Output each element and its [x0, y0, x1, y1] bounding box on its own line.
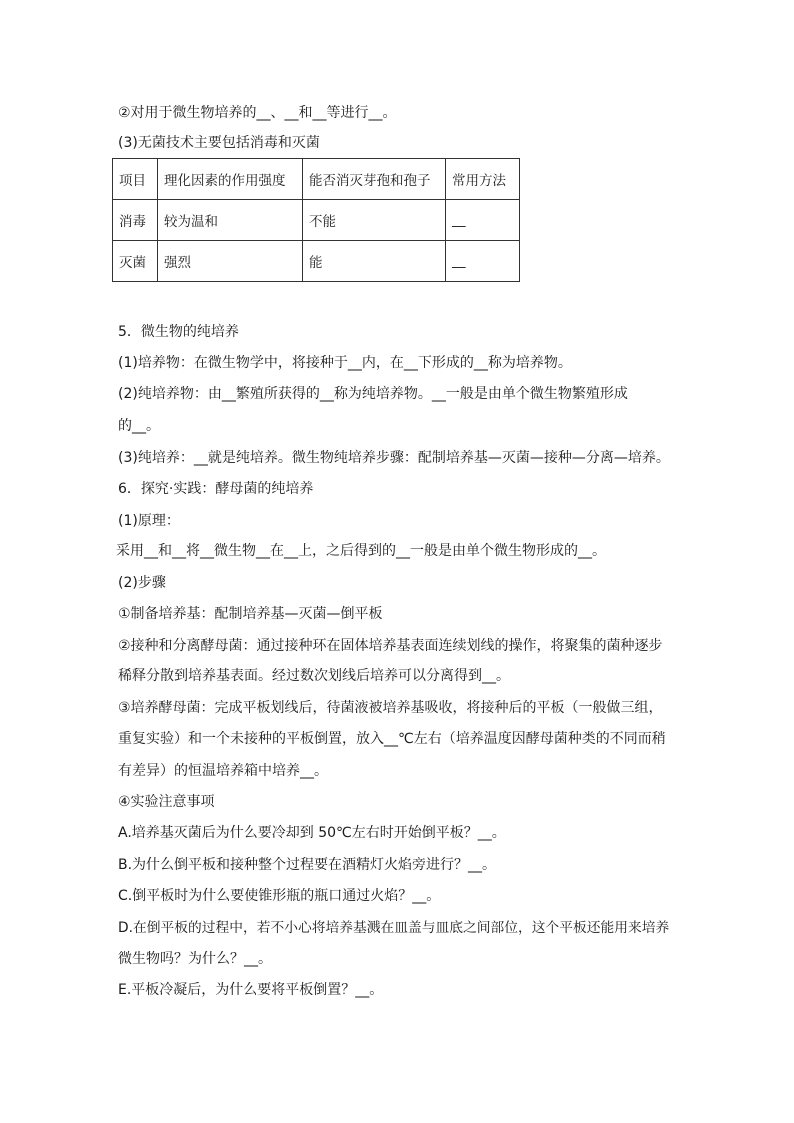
text-line: 有差异）的恒温培养箱中培养__。	[118, 763, 328, 779]
table-header-cell: 能否消灭芽孢和孢子	[303, 159, 446, 200]
table-header-cell: 理化因素的作用强度	[158, 159, 303, 200]
question-line: A.培养基灭菌后为什么要冷却到 50℃左右时开始倒平板？__。	[118, 825, 506, 841]
table-cell: 不能	[303, 200, 446, 241]
text-line: 稀释分散到培养基表面。经过数次划线后培养可以分离得到__。	[118, 668, 510, 684]
table-row	[113, 200, 520, 241]
question-line: B.为什么倒平板和接种整个过程要在酒精灯火焰旁进行？__。	[118, 857, 497, 873]
sterilization-table	[112, 158, 520, 282]
section-heading: 6．探究·实践：酵母菌的纯培养	[118, 481, 314, 497]
table-header-cell: 常用方法	[446, 159, 520, 200]
text-line: (3)无菌技术主要包括消毒和灭菌	[118, 135, 320, 151]
question-line: C.倒平板时为什么要使锥形瓶的瓶口通过火焰？__。	[118, 888, 441, 904]
text-line: (2)步骤	[118, 575, 166, 591]
text-line: (1)培养物：在微生物学中，将接种于__内，在__下形成的__称为培养物。	[118, 355, 572, 371]
table-cell: __	[446, 200, 520, 241]
text-line: ②接种和分离酵母菌：通过接种环在固体培养基表面连续划线的操作，将聚集的菌种逐步	[118, 638, 663, 654]
section-heading: 5．微生物的纯培养	[118, 324, 239, 340]
table-cell: 强烈	[158, 241, 303, 282]
text-line: 的__。	[118, 418, 160, 434]
text-line: 采用__和__将__微生物__在__上，之后得到的__一般是由单个微生物形成的__。	[116, 543, 606, 559]
table-cell: 较为温和	[158, 200, 303, 241]
text-line: ④实验注意事项	[118, 794, 215, 810]
table-cell: 能	[303, 241, 446, 282]
table-cell: 灭菌	[113, 241, 158, 282]
table-cell: 消毒	[113, 200, 158, 241]
text-line: ②对用于微生物培养的__、__和__等进行__。	[118, 105, 397, 121]
text-line: (2)纯培养物：由__繁殖所获得的__称为纯培养物。__一般是由单个微生物繁殖形成	[118, 386, 628, 402]
table-cell: __	[446, 241, 520, 282]
text-line: 重复实验）和一个未接种的平板倒置，放入__℃左右（培养温度因酵母菌种类的不同而稍	[118, 731, 666, 747]
text-line: (3)纯培养：__就是纯培养。微生物纯培养步骤：配制培养基—灭菌—接种—分离—培养。	[118, 450, 670, 466]
text-line: ③培养酵母菌：完成平板划线后，待菌液被培养基吸收，将接种后的平板（一般做三组，	[118, 700, 663, 716]
text-line: (1)原理：	[118, 513, 180, 529]
table-row	[113, 241, 520, 282]
question-line: D.在倒平板的过程中，若不小心将培养基溅在皿盖与皿底之间部位，这个平板还能用来培养	[118, 920, 670, 936]
question-line: E.平板冷凝后，为什么要将平板倒置？__。	[118, 982, 384, 998]
question-line: 微生物吗？为什么？__。	[118, 951, 272, 967]
table-header-cell: 项目	[113, 159, 158, 200]
table-header-row	[113, 159, 520, 200]
text-line: ①制备培养基：配制培养基—灭菌—倒平板	[118, 606, 383, 622]
